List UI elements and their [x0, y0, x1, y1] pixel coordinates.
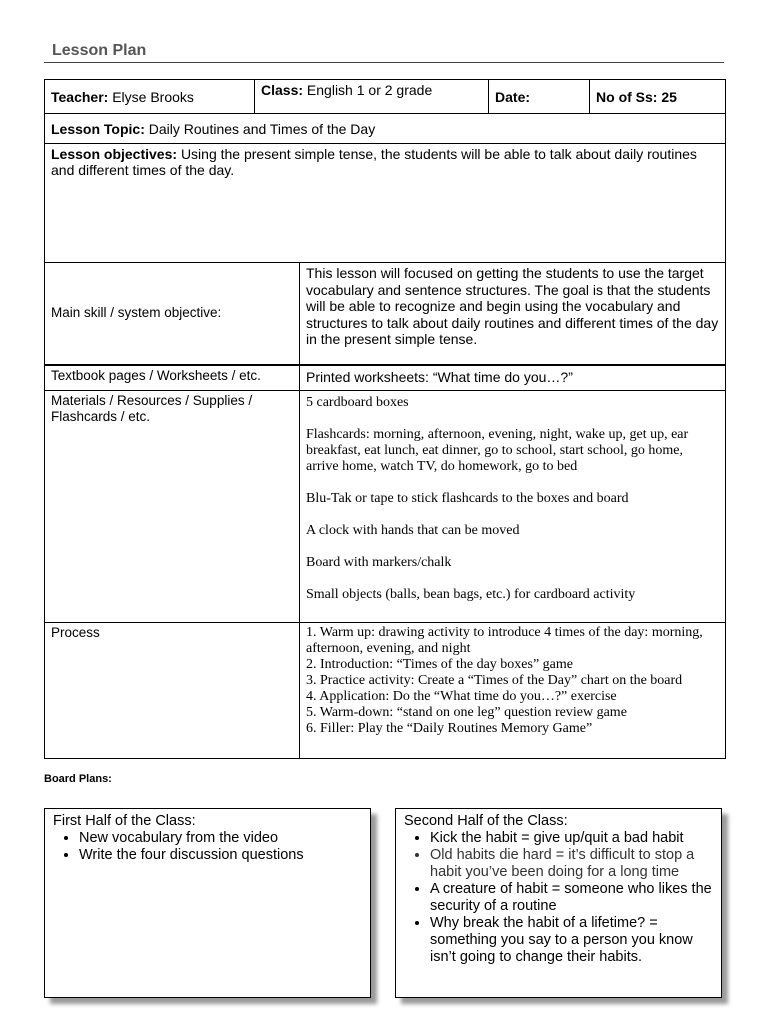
materials-item: Flashcards: morning, afternoon, evening, night, wake up, get up, ear breakfast, eat lunch, eat dinner, go to school, start school, go home, arrive home, watch TV, do homework, go to bed: [306, 427, 689, 474]
list-item: • Kick the habit = give up/quit a bad habit: [430, 830, 713, 847]
topic-cell: [45, 114, 726, 144]
board-plan-second-half: [395, 808, 722, 998]
main-skill-value: This lesson will focused on getting the students to use the target vocabulary and sentence structures. The goal is that the students will be able to recognize and begin using the vocabulary and structures to talk about daily routines and different times of the day in the present simple tense.: [300, 263, 726, 365]
process-label: Process: [45, 623, 300, 759]
second-half-title: Second Half of the Class:: [404, 813, 568, 829]
objectives-cell: [45, 144, 726, 263]
process-step: 4. Application: Do the “What time do you…?” exercise: [306, 689, 617, 704]
objectives-value: Using the present simple tense, the students will be able to talk about daily routines and different times of the day.: [51, 146, 697, 178]
process-step: 6. Filler: Play the “Daily Routines Memory Game”: [306, 721, 593, 736]
textbook-value: Printed worksheets: “What time do you…?”: [300, 365, 726, 391]
list-item: • Old habits die hard = it’s difficult to stop a habit you’ve been doing for a long time: [430, 847, 713, 881]
students-count: No of Ss: 25: [596, 88, 677, 105]
materials-label: Materials / Resources / Supplies / Flashcards / etc.: [45, 391, 300, 623]
topic-label: Lesson Topic:: [51, 120, 145, 137]
title-divider: [44, 62, 724, 63]
class-value: English 1 or 2 grade: [306, 82, 433, 98]
topic-value: Daily Routines and Times of the Day: [148, 120, 376, 137]
materials-list: [300, 391, 726, 623]
teacher-cell: [45, 80, 255, 114]
second-half-list: [404, 830, 713, 966]
process-step: 1. Warm up: drawing activity to introduce 4 times of the day: morning, afternoon, evening, and night: [306, 625, 703, 656]
materials-item: Small objects (balls, bean bags, etc.) for cardboard activity: [306, 587, 636, 602]
process-step: 5. Warm-down: “stand on one leg” question review game: [306, 705, 627, 720]
process-step: 3. Practice activity: Create a “Times of the Day” chart on the board: [306, 673, 683, 688]
teacher-label: Teacher:: [51, 88, 109, 105]
materials-item: 5 cardboard boxes: [306, 395, 409, 410]
page-title: Lesson Plan: [52, 42, 147, 59]
lesson-plan-table: [44, 79, 726, 759]
date-cell: [489, 80, 590, 114]
materials-item: A clock with hands that can be moved: [306, 523, 520, 538]
list-item: • Why break the habit of a lifetime? = something you say to a person you know isn’t going to change their habits.: [430, 915, 713, 966]
class-cell: [255, 80, 489, 114]
teacher-value: Elyse Brooks: [112, 88, 194, 105]
board-plan-first-half: [44, 808, 371, 998]
list-item: • New vocabulary from the video: [79, 830, 362, 847]
list-item: • A creature of habit = someone who likes the security of a routine: [430, 881, 713, 915]
objectives-label: Lesson objectives:: [51, 146, 178, 162]
materials-item: Board with markers/chalk: [306, 555, 452, 570]
process-step: 2. Introduction: “Times of the day boxes” game: [306, 657, 573, 672]
class-label: Class:: [261, 82, 304, 98]
list-item: • Write the four discussion questions: [79, 847, 362, 864]
students-count-cell: [590, 80, 726, 114]
date-label: Date:: [495, 88, 531, 105]
board-plans-label: Board Plans:: [44, 773, 112, 785]
first-half-list: [53, 830, 362, 864]
textbook-label: Textbook pages / Worksheets / etc.: [45, 365, 300, 391]
first-half-title: First Half of the Class:: [53, 813, 196, 829]
materials-item: Blu-Tak or tape to stick flashcards to the boxes and board: [306, 491, 629, 506]
process-steps: [300, 623, 726, 759]
main-skill-label: Main skill / system objective:: [45, 263, 300, 365]
